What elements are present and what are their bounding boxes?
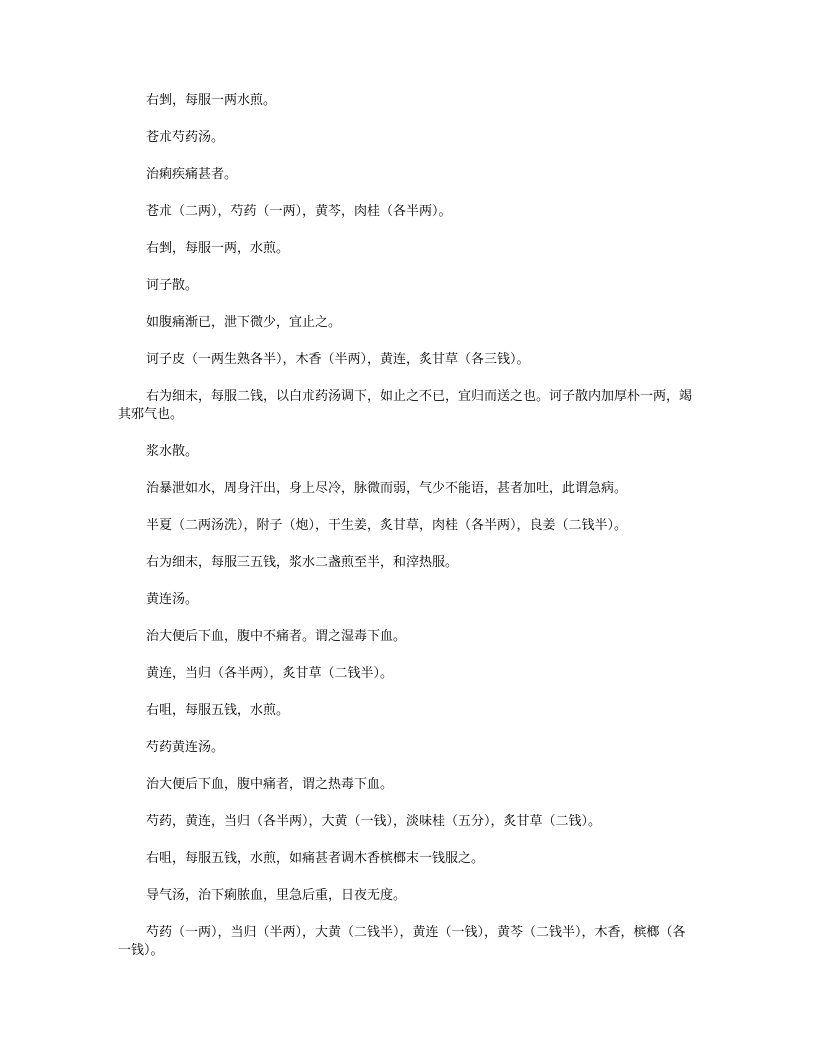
paragraph-2: 苍朮芍药汤。 <box>146 130 225 145</box>
paragraph-9: 右为细末，每服二钱，以白朮药汤调下，如止之不已，宜归而送之也。诃子散内加厚朴一两，竭其邪气也。 <box>118 389 693 422</box>
paragraph-12: 半夏（二两汤洗），附子（炮），干生姜，炙甘草，肉桂（各半两），良姜（二钱半）。 <box>146 518 628 533</box>
paragraph-20: 芍药，黄连，当归（各半两），大黄（一钱），淡味桂（五分），炙甘草（二钱）。 <box>146 814 602 829</box>
document-body <box>118 92 698 979</box>
paragraph-16: 黄连，当归（各半两），炙甘草（二钱半）。 <box>146 666 394 681</box>
paragraph-22: 导气汤，治下痢脓血，里急后重，日夜无度。 <box>146 888 407 903</box>
paragraph-19: 治大便后下血，腹中痛者，谓之热毒下血。 <box>146 777 394 792</box>
paragraph-17: 右咀，每服五钱，水煎。 <box>146 703 290 718</box>
paragraph-10: 浆水散。 <box>146 444 199 459</box>
paragraph-18: 芍药黄连汤。 <box>146 740 225 755</box>
paragraph-6: 诃子散。 <box>146 278 199 293</box>
paragraph-11: 治暴泄如水，周身汗出，身上尽冷，脉微而弱，气少不能语，甚者加吐，此谓急病。 <box>146 481 628 496</box>
paragraph-4: 苍朮（二两），芍药（一两），黄芩，肉桂（各半两）。 <box>146 204 452 219</box>
paragraph-8: 诃子皮（一两生熟各半），木香（半两），黄连，炙甘草（各三钱）。 <box>146 352 530 367</box>
paragraph-3: 治痢疾痛甚者。 <box>146 167 238 182</box>
paragraph-15: 治大便后下血，腹中不痛者。谓之湿毒下血。 <box>146 629 407 644</box>
paragraph-13: 右为细末，每服三五钱，浆水二盏煎至半，和滓热服。 <box>146 555 459 570</box>
paragraph-7: 如腹痛渐已，泄下微少，宜止之。 <box>146 315 342 330</box>
paragraph-23: 芍药（一两），当归（半两），大黄（二钱半），黄连（一钱），黄芩（二钱半），木香，槟榔（各一钱）。 <box>118 925 686 958</box>
paragraph-1: 右剉，每服一两水煎。 <box>146 93 277 108</box>
paragraph-21: 右咀，每服五钱，水煎，如痛甚者调木香槟榔末一钱服之。 <box>146 851 485 866</box>
paragraph-5: 右剉，每服一两，水煎。 <box>146 241 290 256</box>
paragraph-14: 黄连汤。 <box>146 592 199 607</box>
